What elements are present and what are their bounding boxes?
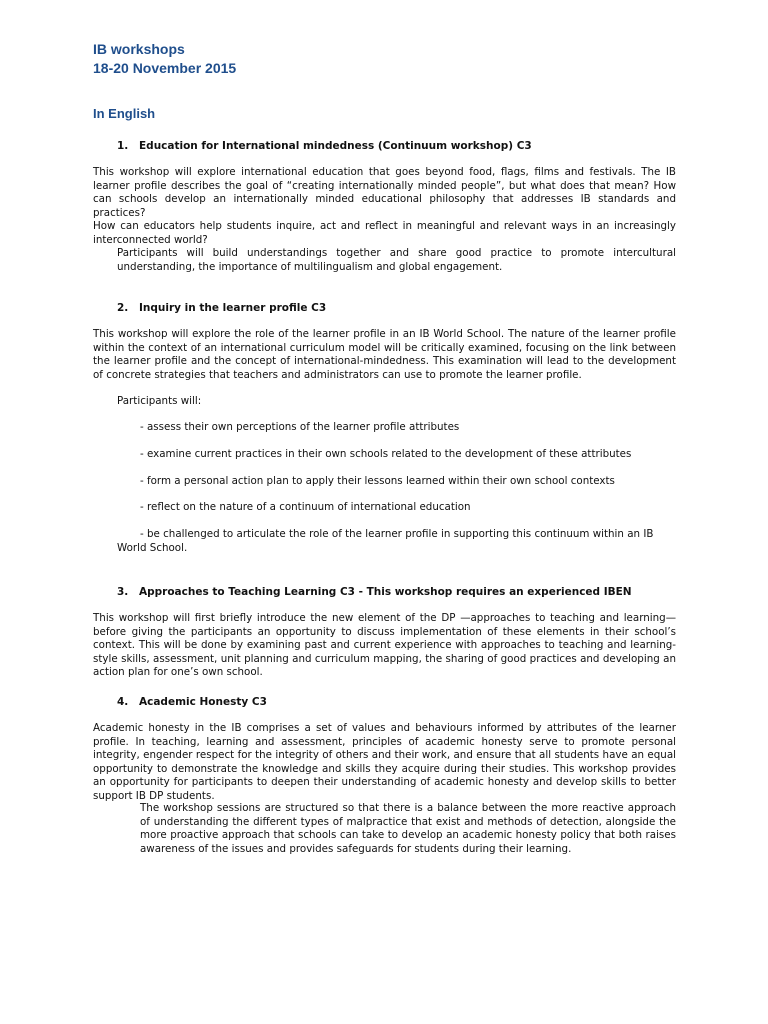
workshop-2-bullet: - reflect on the nature of a continuum of international education xyxy=(140,501,471,513)
workshop-3-heading xyxy=(117,585,632,599)
document-date: 18-20 November 2015 xyxy=(93,60,237,76)
workshop-2-bullet: - form a personal action plan to apply their lessons learned within their own school contexts xyxy=(140,475,615,487)
workshop-2-title: Inquiry in the learner profile C3 xyxy=(139,302,327,314)
workshop-4-heading xyxy=(117,695,267,709)
workshop-4-sessions: The workshop sessions are structured so that there is a balance between the more reactive approach of understanding the different types of malpractice that exist and methods of detection, alongside the more proactive approach that schools can take to develop an academic honesty policy that both raises awareness of the issues and provides safeguards for students during their learning. xyxy=(140,802,676,855)
workshop-2-heading xyxy=(117,301,326,315)
workshop-2-description: This workshop will explore the role of the learner profile in an IB World School. The nature of the learner profile within the context of an international curriculum model will be critically examined, focusing on the link between the learner profile and the concept of international-mindedness. This examination will lead to the development of concrete strategies that teachers and administrators can use to promote the learner profile. xyxy=(93,328,676,381)
workshop-1-title: Education for International mindedness (Continuum workshop) C3 xyxy=(139,140,532,152)
workshop-1-participants: Participants will build understandings together and share good practice to promote intercultural understanding, the importance of multilingualism and global engagement. xyxy=(117,247,676,273)
workshop-1-heading xyxy=(117,139,532,153)
workshop-2-number: 2. xyxy=(117,302,129,314)
workshop-1-question: How can educators help students inquire, act and reflect in meaningful and relevant ways in an increasingly interconnected world? xyxy=(93,220,676,246)
workshop-1-number: 1. xyxy=(117,140,129,152)
workshop-4-description: Academic honesty in the IB comprises a set of values and behaviours informed by attributes of the learner profile. In teaching, learning and assessment, principles of academic honesty serve to promote personal integrity, engender respect for the integrity of others and their work, and ensure that all students have an equal opportunity to demonstrate the knowledge and skills they acquire during their studies. This workshop provides an opportunity for participants to deepen their understanding of academic honesty and develop skills to better support IB DP students. xyxy=(93,722,676,802)
workshop-3-number: 3. xyxy=(117,586,129,598)
workshop-3-title: Approaches to Teaching Learning C3 - This workshop requires an experienced IBEN xyxy=(139,586,632,598)
document-title: IB workshops xyxy=(93,41,185,57)
language-heading: In English xyxy=(93,106,156,121)
workshop-4-number: 4. xyxy=(117,696,129,708)
workshop-3-description: This workshop will first briefly introduce the new element of the DP —approaches to teaching and learning— before giving the participants an opportunity to discuss implementation of these elements in their school’s context. This will be done by examining past and current experience with approaches to teaching and learning-style skills, assessment, unit planning and curriculum mapping, the sharing of good practices and developing an action plan for one’s own school. xyxy=(93,612,676,678)
workshop-1-description: This workshop will explore international education that goes beyond food, flags, films and festivals. The IB learner profile describes the goal of “creating internationally minded people”, but what does that mean? How can schools develop an internationally minded educational philosophy that addresses IB standards and practices? xyxy=(93,166,676,219)
workshop-2-bullet: - assess their own perceptions of the learner profile attributes xyxy=(140,421,460,433)
workshop-2-bullet: - be challenged to articulate the role of the learner profile in supporting this continuum within an IB World School. xyxy=(117,528,654,554)
workshop-2-participants-label: Participants will: xyxy=(117,395,202,407)
workshop-2-bullet: - examine current practices in their own schools related to the development of these attributes xyxy=(140,448,632,460)
workshop-4-title: Academic Honesty C3 xyxy=(139,696,267,708)
